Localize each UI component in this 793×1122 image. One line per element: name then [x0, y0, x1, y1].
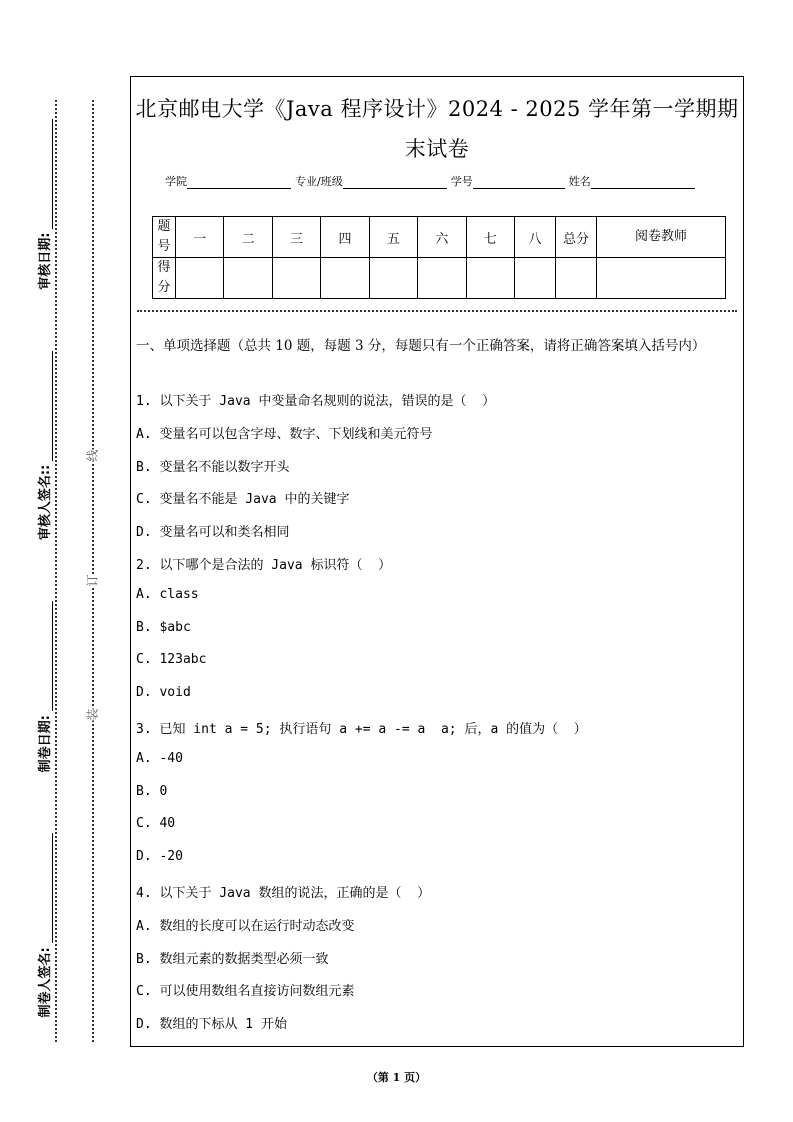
exam-content-box	[130, 76, 744, 1047]
question-stem: 1. 以下关于 Java 中变量命名规则的说法，错误的是（ ）	[136, 394, 496, 409]
answer-option: A. class	[136, 586, 199, 602]
field-line[interactable]	[343, 176, 447, 189]
score-cell[interactable]	[515, 258, 556, 299]
margin-dotted-line	[55, 100, 57, 1042]
cut-char: 订	[85, 574, 100, 587]
page-number: （第 1 页）	[366, 1071, 427, 1084]
binding-margin	[27, 88, 53, 1048]
field-label: 学院	[165, 175, 187, 188]
score-cell[interactable]	[466, 258, 514, 299]
margin-label: 制卷日期:	[38, 715, 53, 773]
field-line[interactable]	[591, 176, 695, 189]
signature-line	[38, 119, 53, 229]
cut-char: 装	[85, 708, 100, 721]
cut-dotted-line	[92, 100, 94, 1042]
column-header: 阅卷教师	[597, 217, 726, 258]
row-label: 得分	[153, 258, 176, 299]
score-cell[interactable]	[418, 258, 466, 299]
score-cell[interactable]	[321, 258, 369, 299]
signature-line	[38, 601, 53, 711]
column-header: 一	[176, 217, 224, 258]
student-info	[165, 173, 699, 189]
answer-option: D. 变量名可以和类名相同	[136, 525, 290, 541]
answer-option: A. 变量名可以包含字母、数字、下划线和美元符号	[136, 426, 433, 442]
row-label: 题号	[153, 217, 176, 258]
column-header: 五	[369, 217, 417, 258]
column-header: 七	[466, 217, 514, 258]
margin-label: 审核人签名::	[38, 464, 53, 541]
column-header: 三	[272, 217, 320, 258]
score-cell[interactable]	[556, 258, 597, 299]
column-header: 八	[515, 217, 556, 258]
field-line[interactable]	[473, 176, 565, 189]
score-cell[interactable]	[272, 258, 320, 299]
score-cell[interactable]	[369, 258, 417, 299]
signature-line	[38, 833, 53, 943]
question-stem: 4. 以下关于 Java 数组的说法，正确的是（ ）	[136, 886, 431, 901]
column-header: 总分	[556, 217, 597, 258]
section-separator	[137, 310, 737, 312]
score-cell[interactable]	[597, 258, 726, 299]
margin-label: 审核日期:	[38, 232, 53, 290]
field-label: 姓名	[568, 175, 591, 188]
answer-option: B. 变量名不能以数字开头	[136, 459, 290, 475]
question-stem: 2. 以下哪个是合法的 Java 标识符（ ）	[136, 558, 392, 573]
score-cell[interactable]	[224, 258, 272, 299]
score-table	[152, 216, 726, 299]
answer-option: B. $abc	[136, 619, 191, 635]
column-header: 四	[321, 217, 369, 258]
answer-option: C. 123abc	[136, 652, 207, 668]
cut-char: 线	[85, 449, 100, 462]
answer-option: B. 0	[136, 783, 168, 799]
answer-option: D. 数组的下标从 1 开始	[136, 1017, 287, 1033]
field-line[interactable]	[187, 176, 291, 189]
answer-option: A. 数组的长度可以在运行时动态改变	[136, 918, 355, 934]
exam-title: 北京邮电大学《Java 程序设计》2024 - 2025 学年第一学期期末试卷	[135, 97, 739, 161]
signature-line	[38, 351, 53, 461]
answer-option: D. void	[136, 685, 191, 701]
answer-option: C. 变量名不能是 Java 中的关键字	[136, 492, 350, 508]
answer-option: C. 40	[136, 816, 176, 832]
field-label: 专业/班级	[295, 175, 343, 188]
answer-option: C. 可以使用数组名直接访问数组元素	[136, 984, 355, 1000]
field-label: 学号	[450, 175, 473, 188]
section-heading: 一、单项选择题（总共 10 题，每题 3 分，每题只有一个正确答案，请将正确答案填入括号内）	[136, 338, 706, 354]
answer-option: B. 数组元素的数据类型必须一致	[136, 951, 329, 967]
column-header: 六	[418, 217, 466, 258]
answer-option: A. -40	[136, 750, 183, 766]
question-stem: 3. 已知 int a = 5; 执行语句 a += a -= a a; 后，a 的值为（ ）	[136, 722, 587, 737]
score-cell[interactable]	[176, 258, 224, 299]
column-header: 二	[224, 217, 272, 258]
margin-label: 制卷人签名:	[38, 947, 53, 1018]
answer-option: D. -20	[136, 849, 183, 865]
